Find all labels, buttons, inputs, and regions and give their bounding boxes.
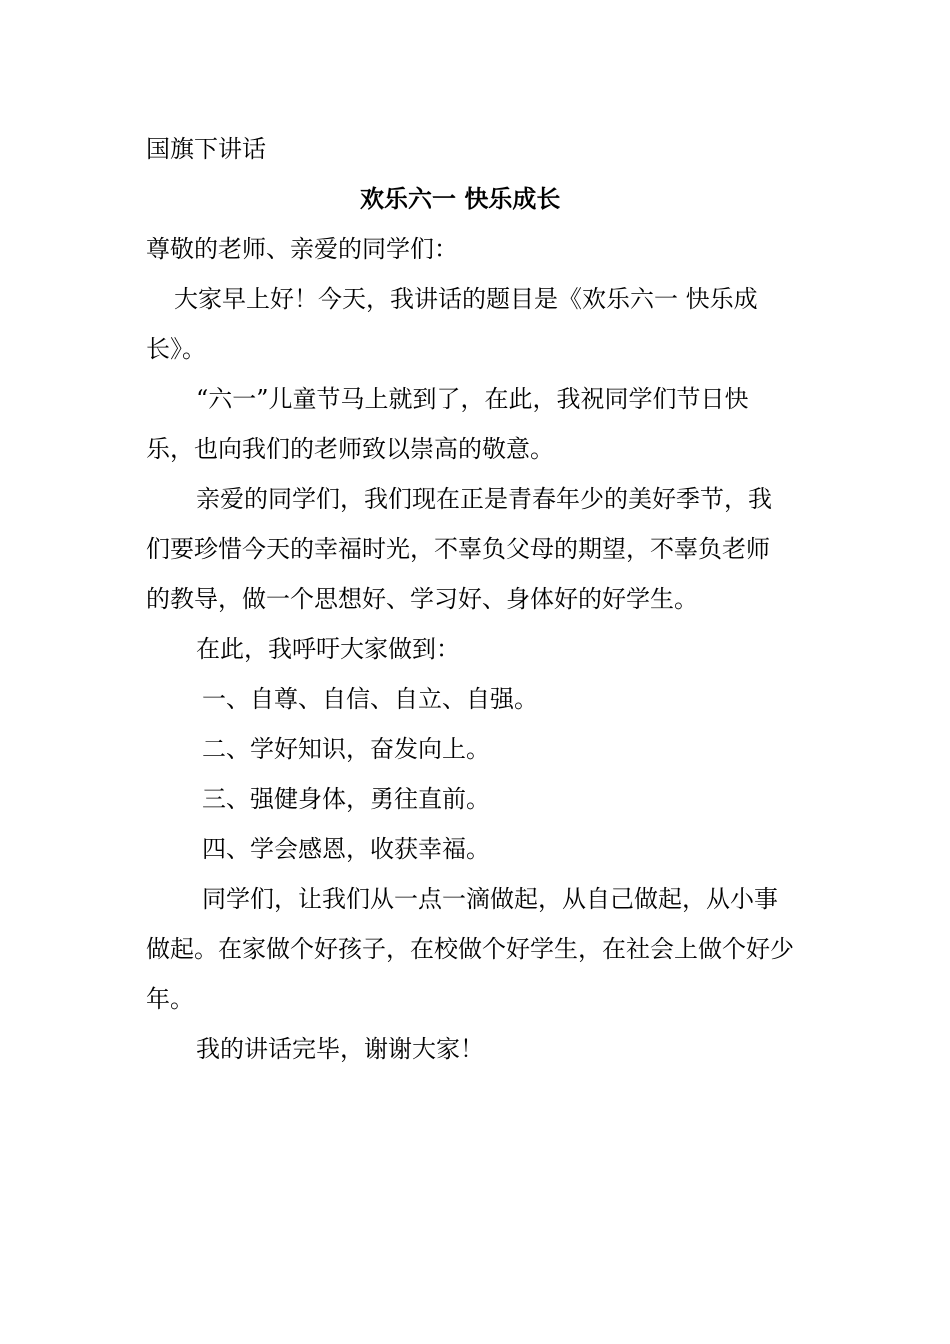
- paragraph-line: 长》。: [146, 335, 206, 363]
- closing-line: 我的讲话完毕，谢谢大家！: [196, 1035, 484, 1063]
- paragraph-line: 大家早上好！今天，我讲话的题目是《欢乐六一 快乐成: [174, 285, 758, 313]
- list-item: 四、学会感恩，收获幸福。: [202, 835, 490, 863]
- document-header: 国旗下讲话: [146, 135, 266, 163]
- salutation: 尊敬的老师、亲爱的同学们：: [146, 235, 458, 263]
- paragraph-line: 亲爱的同学们，我们现在正是青春年少的美好季节，我: [196, 485, 772, 513]
- paragraph-line: 年。: [146, 985, 194, 1013]
- paragraph-line: 做起。在家做个好孩子，在校做个好学生，在社会上做个好少: [146, 935, 794, 963]
- list-item: 一、自尊、自信、自立、自强。: [202, 685, 538, 713]
- paragraph-line: 同学们，让我们从一点一滴做起，从自己做起，从小事: [202, 885, 778, 913]
- paragraph-line: 的教导，做一个思想好、学习好、身体好的好学生。: [146, 585, 698, 613]
- list-item: 二、学好知识，奋发向上。: [202, 735, 490, 763]
- paragraph-line: 在此，我呼吁大家做到：: [196, 635, 460, 663]
- paragraph-line: 乐，也向我们的老师致以崇高的敬意。: [146, 435, 554, 463]
- list-item: 三、强健身体，勇往直前。: [202, 785, 490, 813]
- document-title: 欢乐六一 快乐成长: [360, 184, 561, 213]
- paragraph-line: “六一”儿童节马上就到了，在此，我祝同学们节日快: [196, 385, 749, 413]
- paragraph-line: 们要珍惜今天的幸福时光，不辜负父母的期望，不辜负老师: [146, 535, 770, 563]
